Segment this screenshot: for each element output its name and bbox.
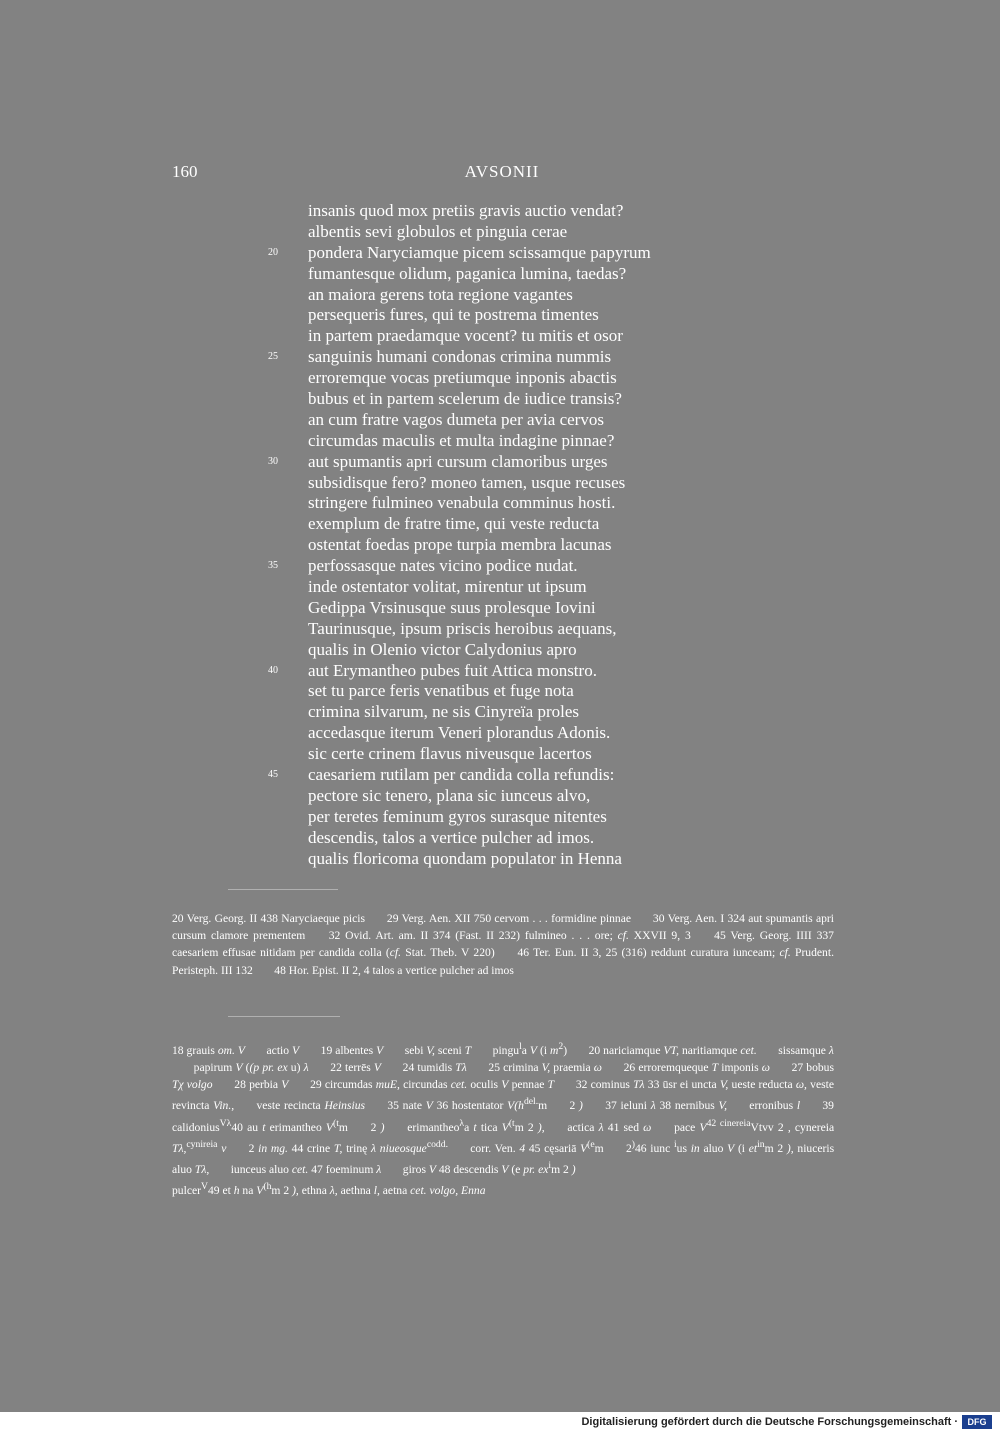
note-fragment: h <box>233 1183 240 1197</box>
note-fragment: 32 cominus <box>575 1078 630 1092</box>
verse-line <box>0 389 1000 410</box>
verse-line <box>0 807 1000 828</box>
note-fragment: cf. <box>389 946 402 960</box>
note-fragment: cynireia <box>186 1138 218 1150</box>
note-fragment: ω, <box>795 1078 807 1092</box>
note-fragment: cet. volgo, <box>410 1183 459 1197</box>
note-fragment: trinę <box>346 1141 368 1155</box>
note-fragment: m <box>538 1099 548 1113</box>
note-fragment: (h <box>263 1180 272 1192</box>
note-fragment: t <box>262 1120 266 1134</box>
apparatus-criticus: 18 grauis om. V actio V 19 albentes V sebi V, sceni T pingu$^l$a V (i $m^2$) 20 nariciamque VT, naritiamque cet. sissamque λ papirum V ((p pr. ex u) λ 22 terrēs V 24 tumidis Tλ 25 crimina V, praemia ω 26 erroremqueque T imponis ω 27 bobus Tχ volgo 28 perbia V 29 circumdas muE, circundas cet. oculis V pennae T 32 cominus Tλ 33 ūsr ei uncta V, ueste reducta ω, veste revincta Vin., veste recincta Heinsius 35 nate V 36 hostentator $V(h^{del.}m$ 2 ) 37 ieluni λ 38 nernibus V, erronibus l 39 calidonius$^{V\lambda}$40 au t erimantheo $V^{(t}m$ 2 ) erimantheo$^\lambda$a t tica $V^{(t}m$ 2 ), actica λ 41 sed ω pace $V^{42 cinereia}Vtvv$ 2 , cynereia Tλ,$^{cynireia}$ v 2 in mg. 44 crine T, trinę λ niueosque$^{codd.}$ corr. Ven. 4 45 cęsariā $V^{(e}m$ 2)46 iunc $^i$us in aluo V (i $et^{in}m$ 2 ), niuceris aluo Tλ, iunceus aluo cet. 47 foeminum λ giros V 48 descendis V (e pr. $ex^im$ 2 ) pulcer$^V$49 et h na $V^{(h}m$ 2 ), ethna λ, aethna l, aetna cet. volgo, Enna <box>172 1041 835 1197</box>
note-fragment: 2 <box>569 1099 576 1113</box>
note-fragment: ), <box>292 1183 299 1197</box>
note-fragment: 20 Verg. Georg. II 438 Naryciaeque picis <box>172 912 366 925</box>
note-fragment: 38 nernibus <box>659 1099 715 1113</box>
note-fragment: cet. <box>740 1043 757 1057</box>
verse-text-line: erroremque vocas pretiumque inponis abactis <box>308 368 617 388</box>
note-fragment: λ, <box>329 1183 338 1197</box>
note-fragment: 2 <box>563 1162 569 1176</box>
verse-text-line: circumdas maculis et multa indagine pinnae? <box>308 430 615 450</box>
verse-text-line: albentis sevi globulos et pinguia cerae <box>308 221 568 241</box>
verse-text-line: inde ostentator volitat, mirentur ut ipsum <box>308 577 587 597</box>
note-fragment: a <box>521 1043 527 1057</box>
verse-line <box>0 661 1000 682</box>
note-fragment: ω <box>643 1120 652 1134</box>
verse-text-line: Gedippa Vrsinusque suus prolesque Iovini <box>308 597 596 617</box>
note-fragment: V, <box>541 1061 551 1075</box>
verse-line <box>0 828 1000 849</box>
note-fragment: us <box>676 1141 687 1155</box>
verse-number: 45 <box>268 769 278 781</box>
note-fragment: m <box>514 1120 524 1134</box>
note-fragment: pingu <box>492 1043 520 1057</box>
verse-line <box>0 577 1000 598</box>
note-fragment: 49 et <box>207 1183 231 1197</box>
note-fragment: (p <box>249 1061 260 1075</box>
note-fragment: cet. <box>291 1162 309 1176</box>
note-fragment: Vtvv <box>750 1120 774 1134</box>
note-fragment: 2 <box>777 1141 784 1155</box>
note-fragment: V <box>425 1099 433 1113</box>
verse-number: 25 <box>268 351 278 363</box>
verse-line <box>0 452 1000 473</box>
note-fragment: 28 perbia <box>234 1078 279 1092</box>
note-fragment: Prudent. Peristeph. III 132 <box>172 946 834 977</box>
note-fragment: papirum <box>193 1061 233 1075</box>
note-fragment: om. <box>217 1043 235 1057</box>
dfg-logo: DFG <box>962 1415 992 1429</box>
note-fragment: V <box>428 1162 436 1176</box>
verse-line <box>0 473 1000 494</box>
note-fragment: l <box>796 1099 801 1113</box>
note-fragment: et <box>748 1141 758 1155</box>
footer-bar <box>0 1412 1000 1434</box>
verse-text-line: qualis in Olenio victor Calydonius apro <box>308 639 577 659</box>
note-fragment: 29 Verg. Aen. XII 750 cervom . . . formidine pinnae <box>386 912 632 925</box>
verse-line <box>0 243 1000 264</box>
note-fragment: V <box>256 1183 264 1197</box>
note-fragment: V <box>281 1078 289 1092</box>
note-fragment: (i <box>539 1043 548 1057</box>
note-fragment: Stat. Theb. V 220) <box>405 946 495 960</box>
note-fragment: XXVII 9, 3 <box>633 929 691 943</box>
note-fragment: λ <box>303 1061 309 1075</box>
verse-text-line: an maiora gerens tota regione vagantes <box>308 284 573 304</box>
note-fragment: Tλ, <box>194 1162 210 1176</box>
verse-text-line: caesariem rutilam per candida colla refundis: <box>308 765 615 785</box>
note-fragment: 37 ieluni <box>605 1099 647 1113</box>
note-fragment: V <box>292 1043 300 1057</box>
note-fragment: ) <box>563 1043 568 1057</box>
note-fragment: 2 <box>625 1141 632 1155</box>
note-fragment: aluo <box>703 1141 724 1155</box>
note-fragment: 41 sed <box>607 1120 639 1134</box>
verse-text-line: an cum fratre vagos dumeta per avia cervos <box>308 409 604 429</box>
verse-line <box>0 514 1000 535</box>
note-fragment: V <box>325 1120 334 1134</box>
note-fragment: cf. <box>617 929 629 943</box>
verse-line <box>0 431 1000 452</box>
note-fragment: V <box>501 1162 509 1176</box>
note-fragment: 26 erroremqueque <box>623 1061 709 1075</box>
note-fragment: Tλ, <box>172 1141 187 1155</box>
verse-text-line: bubus et in partem scelerum de iudice transis? <box>308 389 622 409</box>
note-fragment: (i <box>737 1141 746 1155</box>
note-fragment: pr. ex <box>523 1162 549 1176</box>
verse-line <box>0 222 1000 243</box>
note-fragment: , <box>787 1120 791 1134</box>
note-fragment: λ <box>650 1099 656 1113</box>
verse-line <box>0 681 1000 702</box>
note-fragment: iunceus aluo <box>230 1162 289 1176</box>
note-fragment: V <box>699 1120 707 1134</box>
verse-text-line: pondera Naryciamque picem scissamque papyrum <box>308 242 651 262</box>
note-fragment: V, <box>719 1078 729 1092</box>
page-number: 160 <box>172 162 198 181</box>
verse-text-line: perfossasque nates vicino podice nudat. <box>308 556 578 576</box>
funding-note: Digitalisierung gefördert durch die Deutsche Forschungsgemeinschaft · <box>581 1416 958 1428</box>
note-fragment: V <box>373 1061 381 1075</box>
note-fragment: 30 Verg. Aen. I 324 aut spumantis apri cursum clamore prementem <box>172 912 835 943</box>
verse-line <box>0 702 1000 723</box>
note-fragment: giros <box>402 1162 426 1176</box>
apparatus-rule <box>228 1016 340 1017</box>
verse-text-line: Taurinusque, ipsum priscis heroibus aequans, <box>308 618 617 638</box>
verse-text-line: stringere fulmineo venabula comminus hosti. <box>308 493 616 513</box>
note-fragment: 45 Verg. Georg. IIII 337 caesariem effusae nitidam per candida colla ( <box>172 929 834 960</box>
note-fragment: aetna <box>382 1183 408 1197</box>
note-fragment: Tλ <box>455 1061 467 1075</box>
note-fragment: veste recincta <box>256 1099 321 1113</box>
note-fragment: 46 Ter. Eun. II 3, 25 (316) reddunt curatura iunceam; <box>517 946 776 960</box>
note-fragment: u) <box>290 1061 301 1075</box>
verse-line <box>0 201 1000 222</box>
verse-number: 30 <box>268 455 278 467</box>
note-fragment: ) <box>631 1138 635 1150</box>
note-fragment: pennae <box>511 1078 545 1092</box>
note-fragment: 42 cinereia <box>706 1117 751 1129</box>
note-fragment: l <box>519 1041 522 1052</box>
note-fragment: na <box>242 1183 254 1197</box>
note-fragment: codd. <box>426 1138 448 1150</box>
note-fragment: 39 calidonius <box>172 1099 834 1134</box>
note-fragment: del. <box>523 1096 539 1108</box>
note-fragment: (h <box>514 1099 524 1113</box>
verse-line <box>0 264 1000 285</box>
note-fragment: λ <box>376 1162 382 1176</box>
note-fragment: actio <box>266 1043 290 1057</box>
note-fragment: erimantheo <box>407 1120 460 1134</box>
verse-text-line: persequeris fures, qui te postrema timentes <box>308 305 599 325</box>
verse-line <box>0 285 1000 306</box>
verse-line <box>0 347 1000 368</box>
note-fragment: actica <box>567 1120 595 1134</box>
note-fragment: V <box>501 1120 509 1134</box>
note-fragment: 40 au <box>231 1120 259 1134</box>
verse-text-line: per teretes feminum gyros surasque nitentes <box>308 806 607 826</box>
note-fragment: 48 Hor. Epist. II 2, 4 talos a vertice pulcher ad imos <box>274 963 514 977</box>
note-fragment: erronibus <box>749 1099 794 1113</box>
verse-text-line: exemplum de fratre time, qui veste reducta <box>308 514 600 534</box>
note-fragment: 2 <box>558 1041 564 1052</box>
note-fragment: ethna <box>301 1183 327 1197</box>
note-fragment: sceni <box>437 1043 462 1057</box>
note-fragment: V <box>501 1078 509 1092</box>
note-fragment: ) <box>579 1099 583 1113</box>
verse-line <box>0 786 1000 807</box>
note-fragment: 2 <box>777 1120 784 1134</box>
note-fragment: 2 <box>527 1120 534 1134</box>
note-fragment: ), <box>786 1141 794 1155</box>
note-fragment: ) <box>380 1120 385 1134</box>
note-fragment: sissamque <box>778 1043 826 1057</box>
verse-text-line: accedasque iterum Veneri plorandus Adonis. <box>308 723 611 743</box>
note-fragment: V <box>580 1141 588 1155</box>
note-fragment: pace <box>674 1120 696 1134</box>
note-fragment: ω <box>593 1061 602 1075</box>
note-fragment: 4 <box>519 1141 526 1155</box>
note-fragment: imponis <box>721 1061 759 1075</box>
note-fragment: veste revincta <box>172 1078 834 1113</box>
verse-text-line: in partem praedamque vocent? tu mitis et osor <box>308 326 623 346</box>
verse-number: 35 <box>268 560 278 572</box>
note-fragment: Heinsius <box>324 1099 366 1113</box>
note-fragment: V, <box>426 1043 435 1057</box>
note-fragment: V <box>529 1043 537 1057</box>
note-fragment: 36 hostentator <box>436 1099 504 1113</box>
verse-text-line: aut Erymantheo pubes fuit Attica monstro. <box>308 660 597 680</box>
verse-line <box>0 744 1000 765</box>
verse-line <box>0 640 1000 661</box>
note-fragment: ), <box>537 1120 545 1134</box>
verse-text-line: sanguinis humani condonas crimina nummis <box>308 347 612 367</box>
note-fragment: m <box>594 1141 604 1155</box>
verse-line <box>0 765 1000 786</box>
verse-text-line: crimina silvarum, ne sis Cinyreïa proles <box>308 702 579 722</box>
note-fragment: T, <box>333 1141 343 1155</box>
note-fragment: 33 ūsr ei uncta <box>647 1078 717 1092</box>
note-fragment: oculis <box>470 1078 499 1092</box>
note-fragment: cynereia <box>794 1120 835 1134</box>
note-fragment: (t <box>508 1117 515 1129</box>
note-fragment: circundas <box>403 1078 448 1092</box>
verse-line <box>0 493 1000 514</box>
note-fragment: 19 albentes <box>320 1043 374 1057</box>
note-fragment: 2 <box>248 1141 255 1155</box>
note-fragment: (t <box>333 1117 339 1129</box>
verse-line <box>0 326 1000 347</box>
note-fragment: in <box>690 1141 700 1155</box>
verse-text-line: fumantesque olidum, paganica lumina, taedas? <box>308 263 627 283</box>
verse-text-line: sic certe crinem flavus niveusque lacertos <box>308 744 592 764</box>
note-fragment: 2 <box>370 1120 377 1134</box>
note-fragment: 44 crine <box>291 1141 331 1155</box>
note-fragment: muE, <box>375 1078 400 1092</box>
verse-line <box>0 723 1000 744</box>
note-fragment: 48 descendis <box>438 1162 499 1176</box>
note-fragment: 32 Ovid. Art. am. II 374 (Fast. II 232) fulmineo . . . ore; <box>328 929 613 943</box>
verse-line <box>0 305 1000 326</box>
verse-line <box>0 619 1000 640</box>
note-fragment: 46 iunc <box>634 1141 671 1155</box>
verse-number: 40 <box>268 664 278 676</box>
note-fragment: Tχ <box>172 1078 184 1092</box>
note-fragment: λ <box>371 1141 377 1155</box>
note-fragment: V <box>376 1043 384 1057</box>
note-fragment: m <box>338 1120 348 1134</box>
note-fragment: T <box>464 1043 472 1057</box>
note-fragment: VT, <box>663 1043 680 1057</box>
note-fragment: 27 bobus <box>791 1061 834 1075</box>
note-fragment: erimantheo <box>269 1120 322 1134</box>
verse-number: 20 <box>268 246 278 258</box>
note-fragment: in mg. <box>258 1141 288 1155</box>
note-fragment: 18 grauis <box>172 1043 215 1057</box>
note-fragment: Tλ <box>633 1078 645 1092</box>
note-fragment: a <box>464 1120 470 1134</box>
verse-line <box>0 535 1000 556</box>
note-fragment: naritiamque <box>681 1043 738 1057</box>
note-fragment: volgo <box>186 1078 213 1092</box>
note-fragment: niueosque <box>379 1141 427 1155</box>
note-fragment: 29 circumdas <box>310 1078 373 1092</box>
note-fragment: V <box>237 1043 246 1057</box>
note-fragment: Vλ <box>219 1117 232 1129</box>
note-fragment: i <box>548 1159 552 1171</box>
note-fragment: 45 cęsariā <box>528 1141 577 1155</box>
note-fragment: l, <box>373 1183 380 1197</box>
note-fragment: 2 <box>283 1183 290 1197</box>
verse-text-line: pectore sic tenero, plana sic iunceus alvo, <box>308 785 591 805</box>
verse-text-line: descendis, talos a vertice pulcher ad imos. <box>308 827 595 847</box>
note-fragment: 22 terrēs <box>330 1061 371 1075</box>
note-fragment: Vin., <box>213 1099 235 1113</box>
testimonia <box>172 910 834 979</box>
note-fragment: (e <box>511 1162 521 1176</box>
note-fragment: V <box>235 1061 243 1075</box>
note-fragment: 20 nariciamque <box>588 1043 661 1057</box>
note-fragment: cet. <box>450 1078 468 1092</box>
note-fragment: m <box>551 1162 561 1176</box>
note-fragment: λ <box>828 1043 834 1057</box>
note-fragment: niuceris aluo <box>172 1141 835 1176</box>
note-fragment: 25 crimina <box>488 1061 539 1075</box>
note-fragment: T <box>547 1078 555 1092</box>
note-fragment: v <box>221 1141 227 1155</box>
verse-text-line: subsidisque fero? moneo tamen, usque recuses <box>308 472 626 492</box>
note-fragment: V, <box>718 1099 727 1113</box>
note-fragment: aethna <box>340 1183 371 1197</box>
verse-text-line: ostentat foedas prope turpia membra lacunas <box>308 535 612 555</box>
running-title: AVSONII <box>464 162 540 181</box>
note-fragment: T <box>711 1061 719 1075</box>
note-fragment: m <box>764 1141 774 1155</box>
note-fragment: ueste reducta <box>731 1078 793 1092</box>
note-fragment: (e <box>587 1138 595 1150</box>
verse-text-line: insanis quod mox pretiis gravis auctio vendat? <box>308 201 624 220</box>
verse-text <box>0 201 1000 870</box>
note-fragment: pr. ex <box>262 1061 288 1075</box>
note-fragment: V <box>727 1141 735 1155</box>
testimonia-rule <box>228 889 338 890</box>
note-fragment: V <box>507 1099 515 1113</box>
verse-line <box>0 368 1000 389</box>
note-fragment: λ <box>598 1120 604 1134</box>
verse-line <box>0 410 1000 431</box>
note-fragment: 47 foeminum <box>311 1162 374 1176</box>
note-fragment: ω <box>761 1061 770 1075</box>
verse-line <box>0 556 1000 577</box>
verse-line <box>0 849 1000 870</box>
note-fragment: in <box>757 1138 765 1150</box>
verse-text-line: set tu parce feris venatibus et fuge nota <box>308 681 574 701</box>
note-fragment: pulcer <box>172 1183 201 1197</box>
note-fragment: m <box>271 1183 281 1197</box>
verse-text-line: aut spumantis apri cursum clamoribus urges <box>308 451 608 471</box>
note-fragment: tica <box>480 1120 498 1134</box>
note-fragment: t <box>473 1120 477 1134</box>
page-header <box>172 158 832 186</box>
note-fragment: corr. Ven. <box>470 1141 516 1155</box>
note-fragment: cf. <box>779 946 791 960</box>
note-fragment: praemia <box>553 1061 591 1075</box>
verse-text-line: qualis floricoma quondam populator in Henna <box>308 848 622 868</box>
note-fragment: 24 tumidis <box>402 1061 453 1075</box>
note-fragment: ) <box>571 1162 576 1176</box>
note-fragment: V <box>200 1180 208 1192</box>
note-fragment: sebi <box>404 1043 424 1057</box>
note-fragment: m <box>550 1043 559 1057</box>
note-fragment: i <box>673 1138 677 1150</box>
verse-line <box>0 598 1000 619</box>
note-fragment: 35 nate <box>387 1099 422 1113</box>
note-fragment: Enna <box>461 1183 486 1197</box>
note-fragment: λ <box>459 1117 465 1129</box>
